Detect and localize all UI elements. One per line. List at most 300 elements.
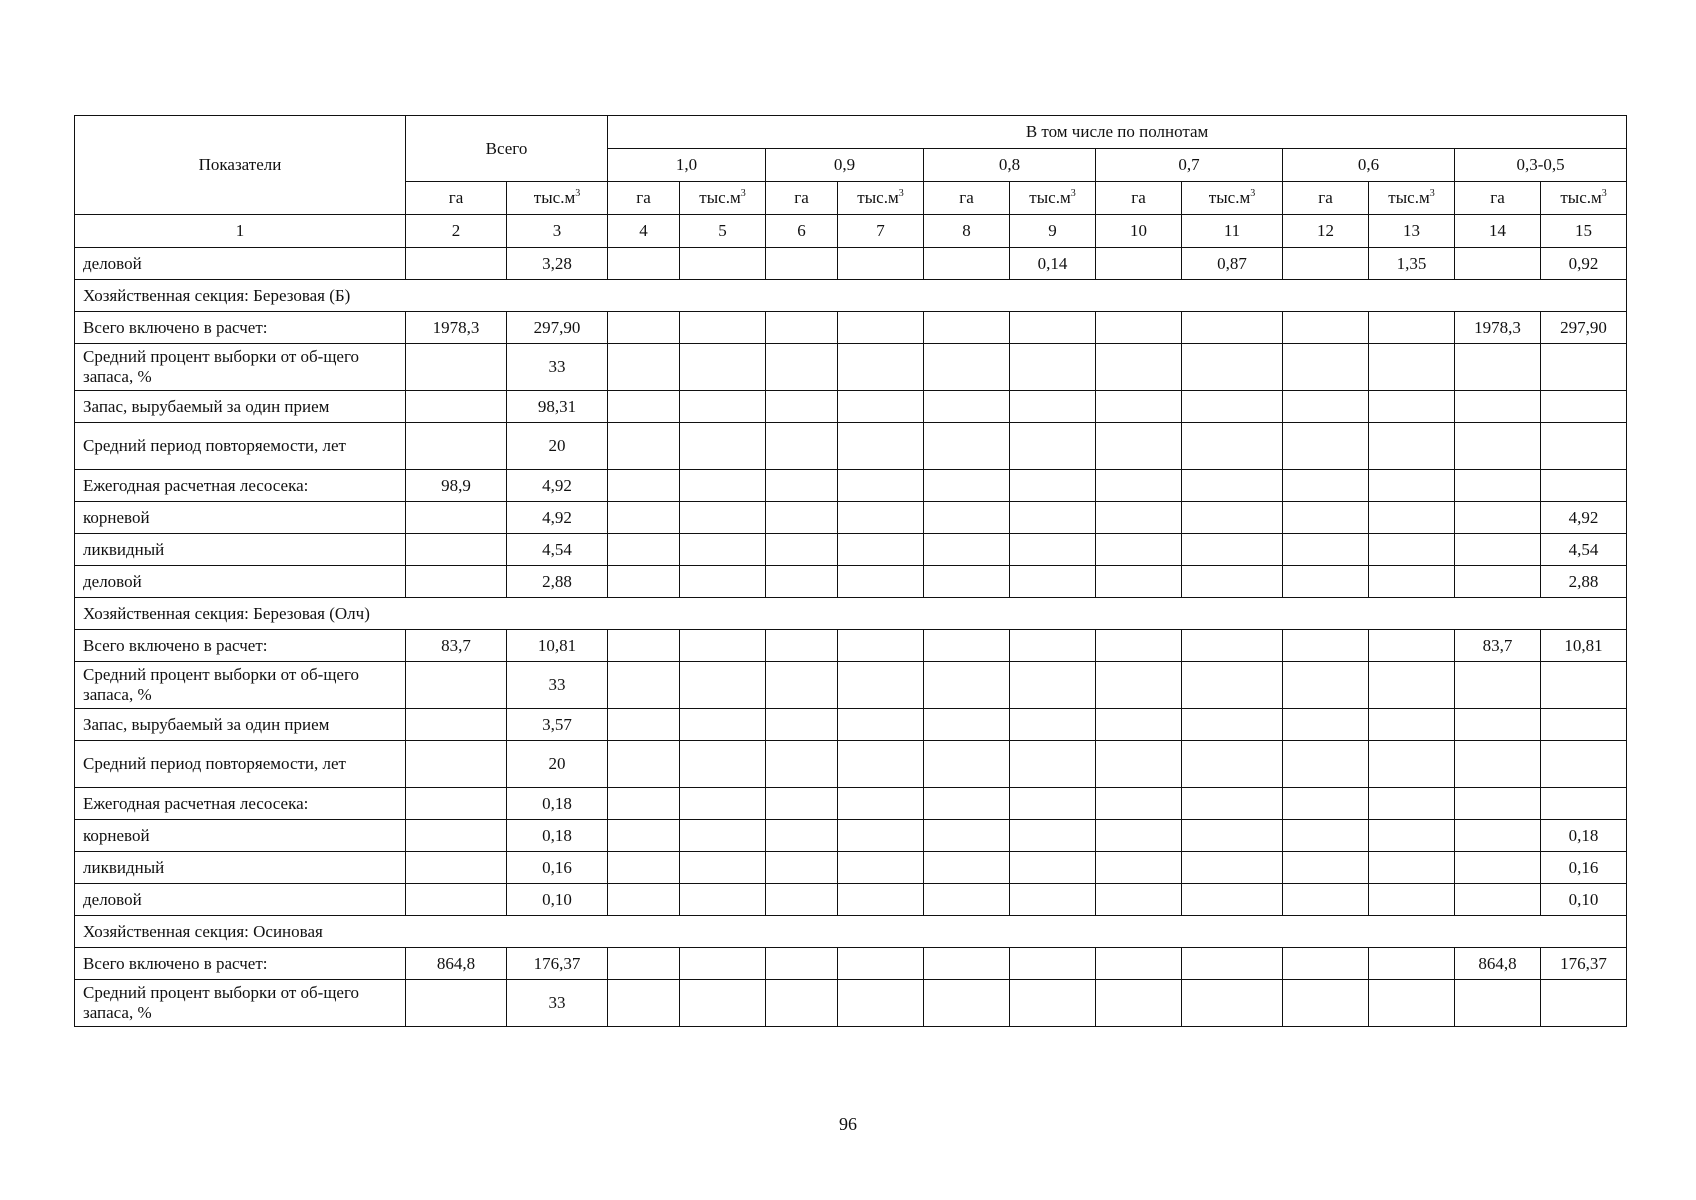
table-cell: [1182, 423, 1283, 470]
unit-volume-text: тыс.м: [699, 188, 741, 207]
table-cell: [680, 709, 766, 741]
header-column-number: 4: [608, 215, 680, 248]
row-label: ликвидный: [75, 852, 406, 884]
row-label: деловой: [75, 566, 406, 598]
table-cell: [1010, 566, 1096, 598]
row-label: Средний процент выборки от об-щего запаса, %: [75, 344, 406, 391]
row-label: Всего включено в расчет:: [75, 948, 406, 980]
table-cell: [406, 248, 507, 280]
table-cell: [1541, 709, 1627, 741]
table-cell: [1541, 470, 1627, 502]
table-cell: [838, 344, 924, 391]
table-cell: 297,90: [1541, 312, 1627, 344]
table-cell: [680, 948, 766, 980]
table-cell: [608, 344, 680, 391]
table-cell: [608, 884, 680, 916]
table-cell: [1283, 344, 1369, 391]
row-label: Всего включено в расчет:: [75, 630, 406, 662]
table-row: [75, 423, 1627, 470]
header-total: Всего: [406, 116, 608, 182]
header-unit-ha: га: [924, 182, 1010, 215]
table-row: [75, 566, 1627, 598]
header-unit-ha: га: [1455, 182, 1541, 215]
table-cell: 98,31: [507, 391, 608, 423]
header-column-number: 11: [1182, 215, 1283, 248]
table-cell: [1283, 741, 1369, 788]
table-cell: 10,81: [1541, 630, 1627, 662]
table-cell: [766, 502, 838, 534]
table-cell: [924, 391, 1010, 423]
table-cell: 98,9: [406, 470, 507, 502]
unit-volume-text: тыс.м: [857, 188, 899, 207]
header-unit-volume: [507, 182, 608, 215]
table-cell: [1010, 948, 1096, 980]
table-cell: [838, 709, 924, 741]
table-cell: [766, 630, 838, 662]
header-unit-volume: [1182, 182, 1283, 215]
unit-volume-exponent: 3: [898, 188, 904, 199]
table-cell: [406, 423, 507, 470]
table-body: [75, 248, 1627, 1027]
table-cell: [1283, 312, 1369, 344]
table-cell: [680, 534, 766, 566]
table-cell: [680, 248, 766, 280]
table-cell: [1283, 948, 1369, 980]
table-cell: [766, 391, 838, 423]
table-cell: [924, 820, 1010, 852]
table-cell: 83,7: [1455, 630, 1541, 662]
table-cell: 10,81: [507, 630, 608, 662]
header-column-number: 15: [1541, 215, 1627, 248]
table-cell: [1283, 980, 1369, 1027]
header-column-number: 14: [1455, 215, 1541, 248]
table-cell: [838, 566, 924, 598]
header-unit-volume: [1369, 182, 1455, 215]
table-cell: [1096, 248, 1182, 280]
table-row: [75, 502, 1627, 534]
table-cell: [608, 248, 680, 280]
table-cell: [1010, 534, 1096, 566]
unit-volume-text: тыс.м: [1208, 188, 1251, 207]
table-cell: 3,57: [507, 709, 608, 741]
header-unit-ha: га: [406, 182, 507, 215]
table-cell: [838, 788, 924, 820]
table-cell: [1369, 884, 1455, 916]
table-cell: [1455, 566, 1541, 598]
table-cell: [1096, 502, 1182, 534]
table-cell: [1096, 820, 1182, 852]
table-cell: [1369, 534, 1455, 566]
table-cell: [766, 662, 838, 709]
table-cell: 0,10: [1541, 884, 1627, 916]
header-indicators: Показатели: [75, 116, 406, 215]
header-density: 0,9: [766, 149, 924, 182]
header-column-number: 3: [507, 215, 608, 248]
table-cell: [1369, 470, 1455, 502]
row-label: Всего включено в расчет:: [75, 312, 406, 344]
table-cell: [766, 788, 838, 820]
table-cell: [1182, 391, 1283, 423]
table-row: [75, 312, 1627, 344]
table-cell: [1096, 344, 1182, 391]
table-cell: [838, 980, 924, 1027]
table-cell: [924, 344, 1010, 391]
table-cell: [1283, 820, 1369, 852]
table-cell: [406, 502, 507, 534]
table-cell: [1455, 502, 1541, 534]
header-column-number: 8: [924, 215, 1010, 248]
table-cell: 297,90: [507, 312, 608, 344]
table-row: [75, 630, 1627, 662]
table-row: [75, 980, 1627, 1027]
table-cell: [1455, 344, 1541, 391]
row-label: деловой: [75, 248, 406, 280]
table-cell: [1182, 534, 1283, 566]
table-cell: [1182, 788, 1283, 820]
table-cell: [608, 470, 680, 502]
table-cell: [1182, 566, 1283, 598]
table-cell: 0,10: [507, 884, 608, 916]
table-cell: [1541, 741, 1627, 788]
row-label: корневой: [75, 502, 406, 534]
table-row: [75, 741, 1627, 788]
table-cell: [838, 423, 924, 470]
table-cell: 4,54: [507, 534, 608, 566]
table-cell: [680, 391, 766, 423]
unit-volume-text: тыс.м: [1388, 188, 1430, 207]
table-cell: [1541, 391, 1627, 423]
table-cell: [1010, 788, 1096, 820]
table-cell: [766, 312, 838, 344]
table-cell: [608, 630, 680, 662]
table-cell: [406, 709, 507, 741]
table-cell: [924, 502, 1010, 534]
forest-calc-table-wrapper: [74, 115, 1626, 1027]
header-by-density: В том числе по полнотам: [608, 116, 1627, 149]
table-cell: [924, 566, 1010, 598]
table-cell: [1096, 534, 1182, 566]
table-cell: [680, 662, 766, 709]
header-column-number: 13: [1369, 215, 1455, 248]
table-cell: [1369, 820, 1455, 852]
table-row: [75, 852, 1627, 884]
table-cell: [1096, 788, 1182, 820]
table-cell: [1182, 948, 1283, 980]
table-cell: [766, 820, 838, 852]
table-cell: [1455, 662, 1541, 709]
table-cell: [608, 948, 680, 980]
header-unit-volume: [680, 182, 766, 215]
table-cell: [838, 470, 924, 502]
table-cell: 0,16: [507, 852, 608, 884]
table-cell: 0,18: [1541, 820, 1627, 852]
table-cell: [1283, 630, 1369, 662]
header-density: 0,7: [1096, 149, 1283, 182]
table-cell: [1541, 344, 1627, 391]
table-cell: [1283, 248, 1369, 280]
table-cell: [1182, 662, 1283, 709]
table-cell: [608, 741, 680, 788]
table-cell: [1010, 312, 1096, 344]
header-column-number: 9: [1010, 215, 1096, 248]
table-cell: [924, 630, 1010, 662]
table-cell: [680, 884, 766, 916]
table-cell: [1096, 391, 1182, 423]
page-number: 96: [839, 1114, 857, 1134]
table-cell: [608, 391, 680, 423]
table-cell: [766, 566, 838, 598]
table-cell: [1541, 662, 1627, 709]
table-cell: [838, 741, 924, 788]
table-cell: 0,92: [1541, 248, 1627, 280]
table-cell: [1096, 709, 1182, 741]
table-cell: [924, 423, 1010, 470]
table-row: [75, 391, 1627, 423]
table-cell: [406, 980, 507, 1027]
table-cell: [608, 534, 680, 566]
table-cell: [406, 820, 507, 852]
table-cell: [1369, 423, 1455, 470]
table-cell: [406, 391, 507, 423]
table-cell: [1283, 884, 1369, 916]
header-unit-volume: [838, 182, 924, 215]
table-cell: [766, 423, 838, 470]
table-cell: [1369, 391, 1455, 423]
table-cell: [1541, 980, 1627, 1027]
header-column-number: 1: [75, 215, 406, 248]
header-density: 0,6: [1283, 149, 1455, 182]
table-cell: [1182, 709, 1283, 741]
table-row: [75, 788, 1627, 820]
row-label: Запас, вырубаемый за один прием: [75, 709, 406, 741]
table-cell: [1010, 820, 1096, 852]
table-cell: 2,88: [1541, 566, 1627, 598]
table-cell: [608, 566, 680, 598]
table-cell: [766, 884, 838, 916]
table-cell: [1369, 566, 1455, 598]
row-label: деловой: [75, 884, 406, 916]
table-cell: [766, 948, 838, 980]
table-cell: [1010, 423, 1096, 470]
header-column-number-row: [75, 215, 1627, 248]
table-cell: [924, 470, 1010, 502]
table-cell: 33: [507, 662, 608, 709]
table-cell: 1978,3: [1455, 312, 1541, 344]
table-cell: [766, 344, 838, 391]
table-cell: [680, 820, 766, 852]
table-cell: [1096, 312, 1182, 344]
table-cell: [608, 709, 680, 741]
table-cell: [1283, 852, 1369, 884]
header-column-number: 6: [766, 215, 838, 248]
table-cell: [1455, 741, 1541, 788]
table-cell: 1,35: [1369, 248, 1455, 280]
table-cell: [406, 662, 507, 709]
table-row: [75, 884, 1627, 916]
table-cell: [406, 566, 507, 598]
table-cell: [608, 423, 680, 470]
table-row: [75, 948, 1627, 980]
table-cell: [1010, 502, 1096, 534]
table-cell: [680, 470, 766, 502]
table-cell: [1096, 852, 1182, 884]
row-label: Средний процент выборки от об-щего запаса, %: [75, 662, 406, 709]
header-unit-ha: га: [608, 182, 680, 215]
section-row: [75, 916, 1627, 948]
table-cell: [1455, 980, 1541, 1027]
table-cell: [1369, 852, 1455, 884]
table-cell: [680, 980, 766, 1027]
table-cell: [1455, 534, 1541, 566]
table-cell: [1096, 566, 1182, 598]
table-cell: [1369, 630, 1455, 662]
row-label: Средний процент выборки от об-щего запаса, %: [75, 980, 406, 1027]
table-cell: [608, 502, 680, 534]
table-cell: [1010, 709, 1096, 741]
table-cell: [406, 884, 507, 916]
row-label: Средний период повторяемости, лет: [75, 423, 406, 470]
unit-volume-exponent: 3: [1070, 188, 1076, 199]
table-cell: [1283, 662, 1369, 709]
table-cell: [1369, 948, 1455, 980]
table-cell: [1010, 344, 1096, 391]
table-cell: [766, 852, 838, 884]
table-cell: 33: [507, 980, 608, 1027]
table-cell: [1283, 566, 1369, 598]
table-cell: [924, 741, 1010, 788]
table-cell: [1096, 662, 1182, 709]
row-label: Ежегодная расчетная лесосека:: [75, 788, 406, 820]
table-cell: [1096, 630, 1182, 662]
table-cell: 0,16: [1541, 852, 1627, 884]
table-cell: [766, 980, 838, 1027]
table-cell: [924, 852, 1010, 884]
table-cell: 20: [507, 741, 608, 788]
table-cell: [1455, 391, 1541, 423]
table-cell: [924, 884, 1010, 916]
table-cell: [1455, 852, 1541, 884]
table-cell: [838, 662, 924, 709]
row-label: ликвидный: [75, 534, 406, 566]
unit-volume-exponent: 3: [1250, 188, 1256, 199]
section-row: [75, 280, 1627, 312]
table-header: [75, 116, 1627, 248]
table-cell: [1182, 820, 1283, 852]
section-title: Хозяйственная секция: Березовая (Б): [75, 280, 1627, 312]
table-cell: [1010, 630, 1096, 662]
table-cell: [406, 344, 507, 391]
table-cell: [1096, 884, 1182, 916]
table-cell: [1010, 391, 1096, 423]
table-cell: 4,92: [507, 470, 608, 502]
section-title: Хозяйственная секция: Березовая (Олч): [75, 598, 1627, 630]
table-cell: 0,18: [507, 820, 608, 852]
table-cell: 20: [507, 423, 608, 470]
table-cell: [838, 391, 924, 423]
table-cell: [1096, 948, 1182, 980]
table-cell: [1369, 344, 1455, 391]
header-column-number: 7: [838, 215, 924, 248]
row-label: Средний период повторяемости, лет: [75, 741, 406, 788]
table-cell: [1455, 788, 1541, 820]
table-cell: [1182, 312, 1283, 344]
header-unit-volume: [1010, 182, 1096, 215]
table-cell: [766, 470, 838, 502]
table-cell: 864,8: [1455, 948, 1541, 980]
table-cell: [766, 741, 838, 788]
table-cell: [1369, 788, 1455, 820]
table-cell: 4,92: [1541, 502, 1627, 534]
table-cell: 176,37: [507, 948, 608, 980]
table-cell: [1455, 709, 1541, 741]
table-cell: [1182, 852, 1283, 884]
table-cell: [1455, 884, 1541, 916]
table-cell: [1010, 980, 1096, 1027]
table-cell: 1978,3: [406, 312, 507, 344]
table-row: [75, 709, 1627, 741]
table-cell: [1283, 502, 1369, 534]
header-unit-ha: га: [1283, 182, 1369, 215]
header-column-number: 5: [680, 215, 766, 248]
table-cell: [924, 312, 1010, 344]
table-cell: 33: [507, 344, 608, 391]
table-cell: [1283, 470, 1369, 502]
header-density: 1,0: [608, 149, 766, 182]
table-cell: [1541, 788, 1627, 820]
table-cell: [924, 948, 1010, 980]
table-cell: [1369, 502, 1455, 534]
table-cell: [680, 741, 766, 788]
table-cell: [680, 788, 766, 820]
table-row: [75, 662, 1627, 709]
section-row: [75, 598, 1627, 630]
header-column-number: 2: [406, 215, 507, 248]
table-cell: [1010, 470, 1096, 502]
table-cell: [680, 630, 766, 662]
row-label: Ежегодная расчетная лесосека:: [75, 470, 406, 502]
table-cell: 0,87: [1182, 248, 1283, 280]
header-column-number: 12: [1283, 215, 1369, 248]
table-cell: [680, 344, 766, 391]
table-cell: [766, 709, 838, 741]
table-cell: [608, 852, 680, 884]
table-cell: [1369, 980, 1455, 1027]
table-cell: 0,14: [1010, 248, 1096, 280]
table-cell: [680, 312, 766, 344]
table-row: [75, 248, 1627, 280]
table-cell: [924, 662, 1010, 709]
table-cell: 4,54: [1541, 534, 1627, 566]
table-cell: [1182, 344, 1283, 391]
table-cell: [1182, 630, 1283, 662]
table-cell: [1096, 980, 1182, 1027]
table-cell: [406, 741, 507, 788]
header-unit-ha: га: [766, 182, 838, 215]
header-column-number: 10: [1096, 215, 1182, 248]
table-cell: [838, 534, 924, 566]
table-cell: [1096, 470, 1182, 502]
table-cell: 4,92: [507, 502, 608, 534]
table-cell: [608, 820, 680, 852]
table-cell: [1283, 391, 1369, 423]
table-cell: [608, 662, 680, 709]
table-cell: [1455, 470, 1541, 502]
table-cell: [838, 852, 924, 884]
table-cell: [406, 852, 507, 884]
unit-volume-exponent: 3: [1429, 188, 1435, 199]
table-cell: [1455, 423, 1541, 470]
table-cell: [924, 980, 1010, 1027]
